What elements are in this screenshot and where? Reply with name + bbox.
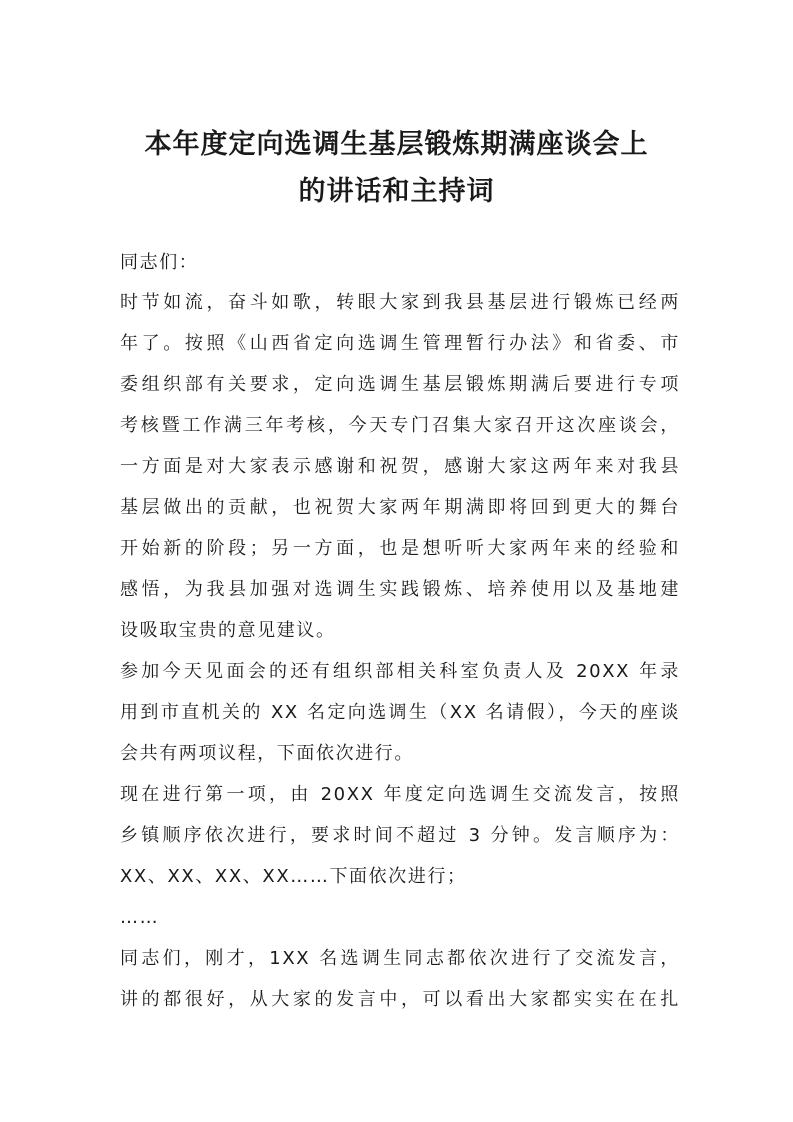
paragraph-4-line-2: 讲的都很好，从大家的发言中，可以看出大家都实实在在扎 — [120, 989, 680, 1010]
paragraph-1-line-3: 委组织部有关要求，定向选调生基层锻炼期满后要进行专项 — [120, 374, 680, 395]
salutation: 同志们： — [120, 252, 199, 273]
ellipsis-line: …… — [120, 907, 160, 928]
paragraph-2-line-2: 用到市直机关的 XX 名定向选调生（XX 名请假），今天的座谈 — [120, 702, 680, 723]
paragraph-1-line-5: 一方面是对大家表示感谢和祝贺，感谢大家这两年来对我县 — [120, 456, 680, 477]
paragraph-3-line-2: 乡镇顺序依次进行，要求时间不超过 3 分钟。发言顺序为： — [120, 825, 680, 846]
document-title-line-2: 的讲话和主持词 — [298, 176, 495, 207]
paragraph-3-line-3: XX、XX、XX、XX……下面依次进行； — [120, 866, 467, 887]
paragraph-1-line-9: 设吸取宝贵的意见建议。 — [120, 620, 336, 641]
paragraph-1-line-6: 基层做出的贡献，也祝贺大家两年期满即将回到更大的舞台 — [120, 497, 680, 518]
paragraph-1-line-1: 时节如流，奋斗如歌，转眼大家到我县基层进行锻炼已经两 — [120, 292, 680, 313]
paragraph-1-line-8: 感悟，为我县加强对选调生实践锻炼、培养使用以及基地建 — [120, 579, 680, 600]
paragraph-4-line-1: 同志们，刚才，1XX 名选调生同志都依次进行了交流发言， — [120, 948, 680, 969]
paragraph-1-line-2: 年了。按照《山西省定向选调生管理暂行办法》和省委、市 — [120, 333, 680, 354]
document-title-line-1: 本年度定向选调生基层锻炼期满座谈会上 — [144, 129, 649, 160]
paragraph-3-line-1: 现在进行第一项，由 20XX 年度定向选调生交流发言，按照 — [120, 784, 680, 805]
paragraph-1-line-7: 开始新的阶段；另一方面，也是想听听大家两年来的经验和 — [120, 538, 680, 559]
paragraph-1-line-4: 考核暨工作满三年考核，今天专门召集大家召开这次座谈会， — [120, 415, 680, 436]
paragraph-2-line-3: 会共有两项议程，下面依次进行。 — [120, 743, 414, 764]
paragraph-2-line-1: 参加今天见面会的还有组织部相关科室负责人及 20XX 年录 — [120, 661, 680, 682]
